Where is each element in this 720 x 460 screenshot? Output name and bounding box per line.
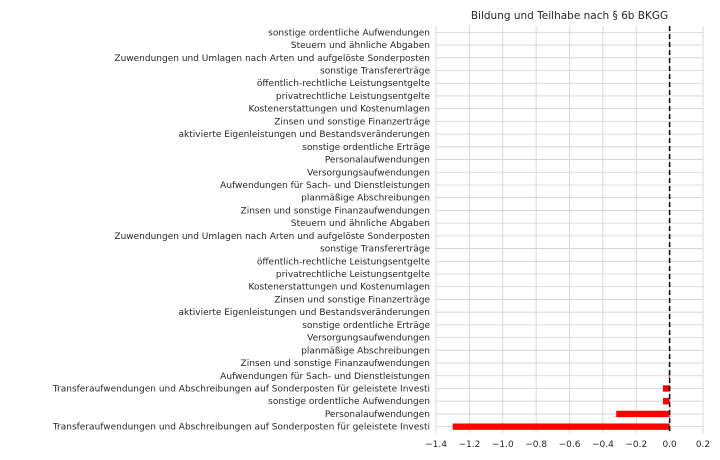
y-tick-label: aktivierte Eigenleistungen und Bestandsveränderungen <box>178 308 430 319</box>
y-tick-label: Aufwendungen für Sach- und Dienstleistungen <box>220 180 430 191</box>
bar <box>453 423 670 429</box>
x-tick-label: −0.2 <box>625 440 648 450</box>
y-tick-label: Steuern und ähnliche Abgaben <box>290 219 430 230</box>
y-tick-label: aktivierte Eigenleistungen und Bestandsveränderungen <box>178 130 430 141</box>
y-tick-label: sonstige ordentliche Aufwendungen <box>268 397 430 408</box>
y-tick-label: Zinsen und sonstige Finanzaufwendungen <box>240 359 430 370</box>
x-tick-labels <box>425 440 710 450</box>
chart-title: Bildung und Teilhabe nach § 6b BKGG <box>470 10 669 22</box>
y-tick-label: Zinsen und sonstige Finanzerträge <box>274 295 430 306</box>
y-tick-label: Personalaufwendungen <box>324 409 430 420</box>
y-tick-label: sonstige Transfererträge <box>320 244 430 255</box>
bar <box>616 411 669 417</box>
x-tick-label: 0.0 <box>662 440 677 450</box>
y-tick-label: Transferaufwendungen und Abschreibungen auf Sonderposten für geleistete Investi <box>52 384 430 395</box>
x-tick-label: −1.4 <box>425 440 447 450</box>
x-tick-label: −0.6 <box>558 440 581 450</box>
bar <box>663 398 670 404</box>
y-tick-label: Kostenerstattungen und Kostenumlagen <box>248 282 430 293</box>
y-tick-label: sonstige ordentliche Erträge <box>302 142 430 153</box>
y-tick-labels <box>52 28 431 432</box>
y-tick-label: Steuern und ähnliche Abgaben <box>290 41 430 52</box>
y-tick-label: Transferaufwendungen und Abschreibungen auf Sonderposten für geleistete Investi <box>52 422 430 433</box>
y-tick-label: öffentlich-rechtliche Leistungsentgelte <box>256 257 430 268</box>
y-tick-label: Versorgungsaufwendungen <box>307 333 430 344</box>
y-tick-label: Aufwendungen für Sach- und Dienstleistungen <box>220 371 430 382</box>
y-tick-label: öffentlich-rechtliche Leistungsentgelte <box>256 79 430 90</box>
y-tick-label: planmäßige Abschreibungen <box>301 346 430 357</box>
bar <box>663 385 670 391</box>
x-tick-label: −0.8 <box>525 440 548 450</box>
x-tick-label: −0.4 <box>591 440 614 450</box>
y-tick-label: privatrechtliche Leistungsentgelte <box>275 91 430 102</box>
x-tick-label: −1.2 <box>458 440 481 450</box>
y-tick-label: sonstige Transfererträge <box>320 66 430 77</box>
x-tick-label: −1.0 <box>491 440 514 450</box>
y-tick-label: Zuwendungen und Umlagen nach Arten und aufgelöste Sonderposten <box>114 231 430 242</box>
y-tick-label: planmäßige Abschreibungen <box>301 193 430 204</box>
y-tick-label: Zinsen und sonstige Finanzerträge <box>274 117 430 128</box>
y-tick-label: Kostenerstattungen und Kostenumlagen <box>248 104 430 115</box>
x-tick-label: 0.2 <box>695 440 711 450</box>
y-tick-label: Zuwendungen und Umlagen nach Arten und aufgelöste Sonderposten <box>114 53 430 64</box>
y-tick-label: sonstige ordentliche Erträge <box>302 320 430 331</box>
y-tick-label: privatrechtliche Leistungsentgelte <box>275 270 430 281</box>
y-tick-label: Zinsen und sonstige Finanzaufwendungen <box>240 206 430 217</box>
y-tick-label: Versorgungsaufwendungen <box>307 168 430 179</box>
y-tick-label: Personalaufwendungen <box>324 155 430 166</box>
y-tick-label: sonstige ordentliche Aufwendungen <box>268 28 430 39</box>
